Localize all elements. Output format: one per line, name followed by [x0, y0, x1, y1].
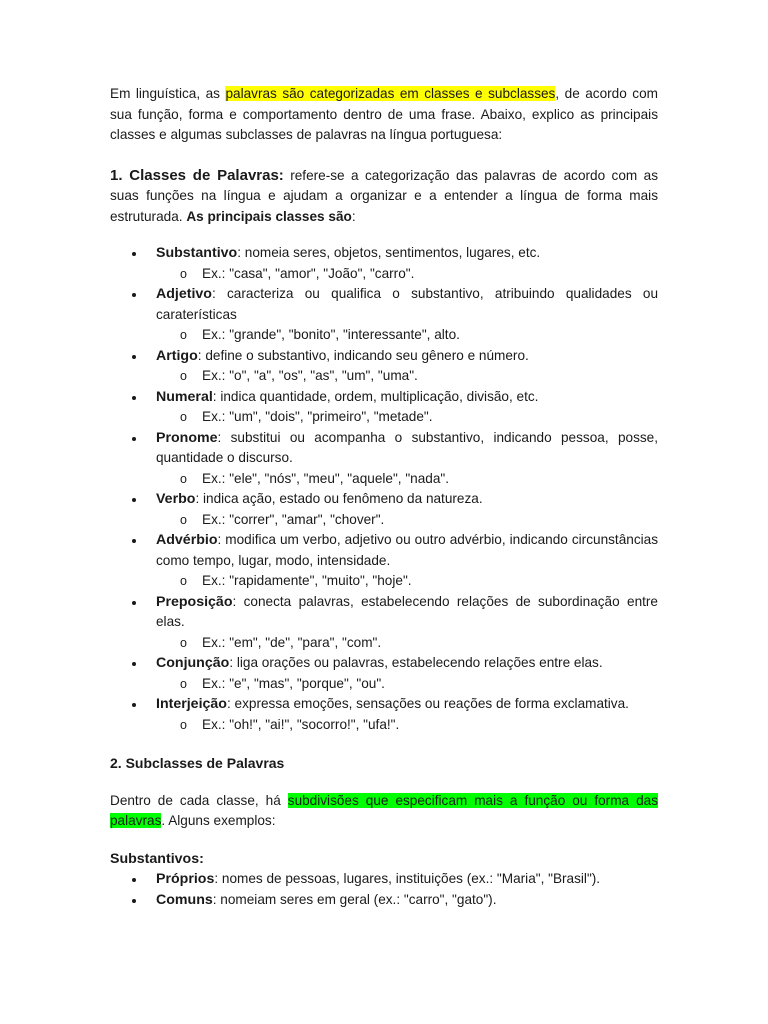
- class-description: : nomeia seres, objetos, sentimentos, lugares, etc.: [237, 245, 541, 260]
- intro-text-start: Em linguística, as: [110, 86, 226, 101]
- bullet-icon: [132, 899, 136, 903]
- substantivos-subheading: Substantivos:: [110, 850, 204, 867]
- class-term: Substantivo: [156, 245, 238, 261]
- list-item: [110, 592, 658, 654]
- list-item: [110, 869, 658, 890]
- class-description: : indica ação, estado ou fenômeno da natureza.: [195, 491, 483, 506]
- subclass-item-text: [156, 869, 658, 890]
- word-classes-list: [110, 243, 658, 735]
- document-body: [110, 84, 658, 910]
- example-text: Ex.: "oh!", "ai!", "socorro!", "ufa!".: [202, 716, 400, 732]
- subclasses-list: [110, 869, 658, 910]
- class-item-text: [156, 694, 658, 715]
- bullet-icon: [132, 662, 136, 666]
- class-description: : expressa emoções, sensações ou reações de forma exclamativa.: [226, 696, 629, 711]
- example-text: Ex.: "ele", "nós", "meu", "aquele", "nada".: [202, 470, 450, 486]
- example-text: Ex.: "casa", "amor", "João", "carro".: [202, 265, 415, 281]
- bullet-icon: [132, 601, 136, 605]
- class-term: Adjetivo: [156, 286, 212, 302]
- bullet-icon: [132, 355, 136, 359]
- subclass-description: : nomes de pessoas, lugares, instituições (ex.: "Maria", "Brasil").: [214, 871, 601, 886]
- example-subitem: [156, 715, 658, 736]
- bullet-icon: [132, 293, 136, 297]
- list-item: [110, 890, 658, 911]
- bullet-icon: [132, 703, 136, 707]
- intro-highlight: palavras são categorizadas em classes e subclasses: [225, 86, 556, 101]
- class-term: Verbo: [156, 491, 196, 507]
- example-subitem: [156, 674, 658, 695]
- bullet-icon: [132, 437, 136, 441]
- class-term: Advérbio: [156, 532, 218, 548]
- class-item-text: [156, 489, 658, 510]
- class-description: : modifica um verbo, adjetivo ou outro advérbio, indicando circunstâncias como tempo, lugar, modo, intensidade.: [156, 532, 658, 568]
- section1-colon: :: [351, 208, 356, 224]
- section1-bold-tail: As principais classes são: [186, 208, 352, 224]
- list-item: [110, 346, 658, 387]
- class-item-text: [156, 653, 658, 674]
- section2-heading: 2. Subclasses de Palavras: [110, 755, 285, 771]
- sub-bullet-icon: o: [180, 512, 187, 527]
- example-text: Ex.: "rapidamente", "muito", "hoje".: [202, 573, 412, 588]
- intro-text-end: , de acordo com sua função, forma e comportamento dentro de uma frase. Abaixo, explico as principais classes e algumas subclasses de palavras na língua portuguesa:: [110, 86, 658, 142]
- section2-text-start: Dentro de cada classe, há: [110, 792, 288, 808]
- class-item-text: [156, 346, 658, 367]
- example-subitem: [156, 510, 658, 531]
- class-item-text: [156, 243, 658, 264]
- example-text: Ex.: "e", "mas", "porque", "ou".: [202, 675, 385, 691]
- sub-bullet-icon: o: [180, 635, 187, 650]
- sub-bullet-icon: o: [180, 266, 187, 281]
- section2-text-end: . Alguns exemplos:: [161, 813, 276, 828]
- list-item: [110, 284, 658, 346]
- sub-bullet-icon: o: [180, 574, 187, 588]
- class-description: : substitui ou acompanha o substantivo, indicando pessoa, posse, quantidade o discurso.: [156, 429, 658, 465]
- example-subitem: [156, 469, 658, 490]
- sub-bullet-icon: o: [180, 676, 187, 691]
- sub-bullet-icon: o: [180, 717, 187, 732]
- intro-paragraph: [110, 84, 658, 146]
- example-text: Ex.: "em", "de", "para", "com".: [202, 634, 382, 650]
- list-item: [110, 489, 658, 530]
- section1-paragraph: [110, 166, 658, 228]
- class-term: Preposição: [156, 593, 233, 610]
- bullet-icon: [132, 252, 136, 256]
- list-item: [110, 653, 658, 694]
- example-subitem: [156, 633, 658, 654]
- list-item: [110, 387, 658, 428]
- bullet-icon: [132, 396, 136, 400]
- class-term: Conjunção: [156, 655, 230, 671]
- sub-bullet-icon: o: [180, 369, 187, 383]
- class-item-text: [156, 387, 658, 408]
- example-text: Ex.: "correr", "amar", "chover".: [202, 511, 385, 527]
- sub-bullet-icon: o: [180, 471, 187, 486]
- example-subitem: [156, 325, 658, 346]
- example-subitem: [156, 264, 658, 285]
- example-text: Ex.: "o", "a", "os", "as", "um", "uma".: [202, 368, 418, 383]
- list-item: [110, 530, 658, 592]
- example-text: Ex.: "grande", "bonito", "interessante", alto.: [202, 327, 460, 342]
- class-term: Artigo: [156, 347, 198, 364]
- sub-bullet-icon: o: [180, 328, 187, 342]
- list-item: [110, 243, 658, 284]
- class-description: : liga orações ou palavras, estabelecendo relações entre elas.: [229, 655, 603, 670]
- class-term: Pronome: [156, 429, 218, 446]
- class-item-text: [156, 284, 658, 325]
- class-item-text: [156, 592, 658, 633]
- class-description: : define o substantivo, indicando seu gênero e número.: [197, 347, 529, 363]
- list-item: [110, 694, 658, 735]
- subclass-term: Comuns: [156, 891, 213, 908]
- subclass-item-text: [156, 890, 658, 911]
- example-subitem: [156, 366, 658, 387]
- bullet-icon: [132, 878, 136, 882]
- class-description: : indica quantidade, ordem, multiplicação, divisão, etc.: [212, 388, 539, 404]
- bullet-icon: [132, 539, 136, 543]
- section2-paragraph: [110, 791, 658, 832]
- bullet-icon: [132, 498, 136, 502]
- class-term: Numeral: [156, 388, 213, 405]
- class-term: Interjeição: [156, 696, 227, 712]
- class-item-text: [156, 428, 658, 469]
- class-description: : caracteriza ou qualifica o substantivo, atribuindo qualidades ou caraterísticas: [156, 286, 658, 322]
- class-description: : conecta palavras, estabelecendo relações de subordinação entre elas.: [156, 593, 658, 629]
- subclass-description: : nomeiam seres em geral (ex.: "carro", "gato").: [212, 891, 497, 907]
- section2-highlight: subdivisões que especificam mais a função ou forma das palavras: [110, 792, 658, 828]
- section1-heading: 1. Classes de Palavras:: [110, 166, 284, 184]
- list-item: [110, 428, 658, 490]
- example-subitem: [156, 407, 658, 428]
- example-text: Ex.: "um", "dois", "primeiro", "metade".: [202, 409, 433, 424]
- subclass-term: Próprios: [156, 871, 215, 887]
- section1-text: refere-se a categorização das palavras de acordo com as suas funções na língua e ajudam a organizar e a entender a língua de forma mais estruturada.: [110, 167, 658, 224]
- sub-bullet-icon: o: [180, 410, 187, 424]
- example-subitem: [156, 571, 658, 592]
- class-item-text: [156, 530, 658, 571]
